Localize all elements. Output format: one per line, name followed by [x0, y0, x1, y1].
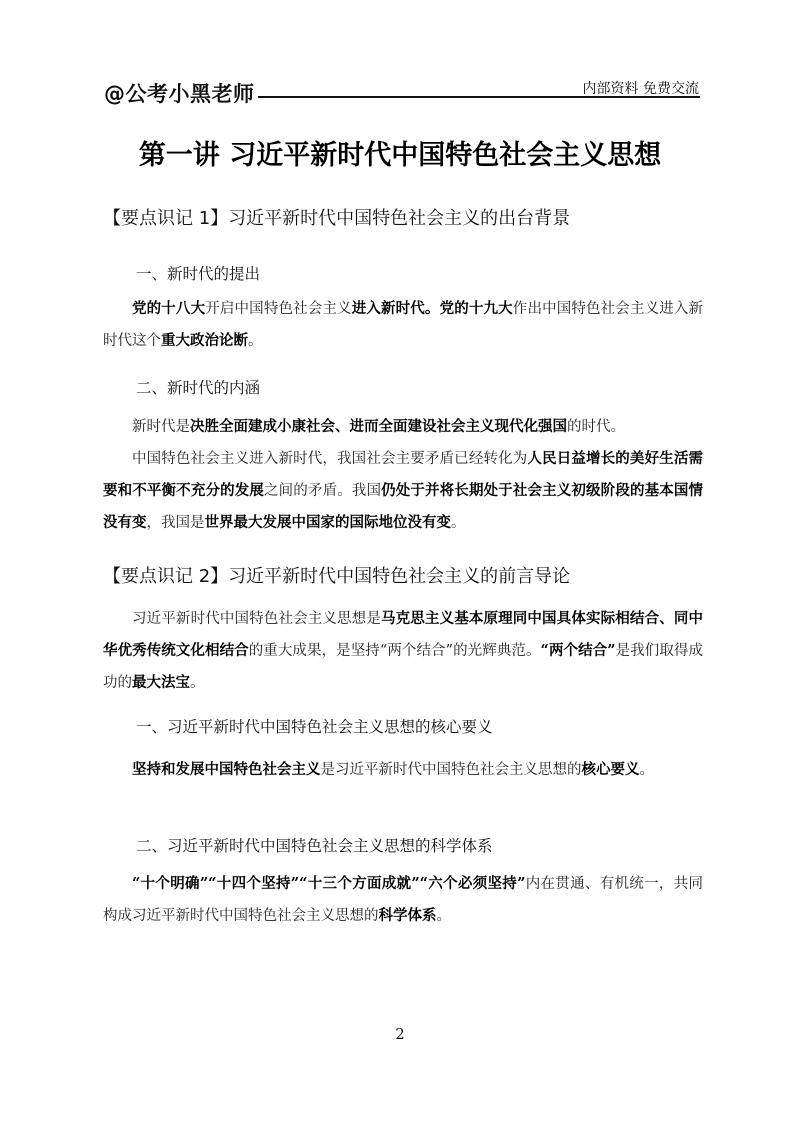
header-brand: @公考小黑老师 [104, 82, 255, 106]
section-2-intro-paragraph: 习近平新时代中国特色社会主义思想是马克思主义基本原理同中国具体实际相结合、同中华优秀传统文化相结合的重大成果，是坚持“两个结合”的光辉典范。“两个结合”是我们取得成功的最大法宝。 [103, 610, 704, 691]
section-1-sub-2-paragraph-1: 新时代是决胜全面建成小康社会、进而全面建设社会主义现代化强国的时代。 [132, 418, 625, 435]
section-2-heading: 【要点识记 2】习近平新时代中国特色社会主义的前言导论 [103, 566, 571, 587]
section-2-sub-2-paragraph: “十个明确”“十四个坚持”“十三个方面成就”“六个必须坚持”内在贯通、有机统一，共同构成习近平新时代中国特色社会主义思想的科学体系。 [103, 875, 703, 924]
section-1-sub-1-heading: 一、新时代的提出 [136, 265, 261, 283]
section-2-sub-1-paragraph: 坚持和发展中国特色社会主义是习近平新时代中国特色社会主义思想的核心要义。 [132, 761, 654, 778]
section-1-sub-1-paragraph: 党的十八大开启中国特色社会主义进入新时代。党的十九大作出中国特色社会主义进入新时代这个重大政治论断。 [103, 300, 704, 349]
section-2-sub-2-heading: 二、习近平新时代中国特色社会主义思想的科学体系 [136, 837, 493, 855]
page-number: 2 [395, 1025, 405, 1043]
header-note: 内部资料 免费交流 [582, 81, 699, 97]
section-1-heading: 【要点识记 1】习近平新时代中国特色社会主义的出台背景 [103, 208, 571, 229]
page-title: 第一讲 习近平新时代中国特色社会主义思想 [138, 140, 662, 171]
section-2-sub-1-heading: 一、习近平新时代中国特色社会主义思想的核心要义 [136, 718, 493, 736]
section-1-sub-2-heading: 二、新时代的内涵 [136, 379, 261, 397]
section-1-sub-2-paragraph-2: 中国特色社会主义进入新时代，我国社会主要矛盾已经转化为人民日益增长的美好生活需要和不平衡不充分的发展之间的矛盾。我国仍处于并将长期处于社会主义初级阶段的基本国情没有变，我国是世界最大发展中国家的国际地位没有变。 [103, 450, 704, 531]
